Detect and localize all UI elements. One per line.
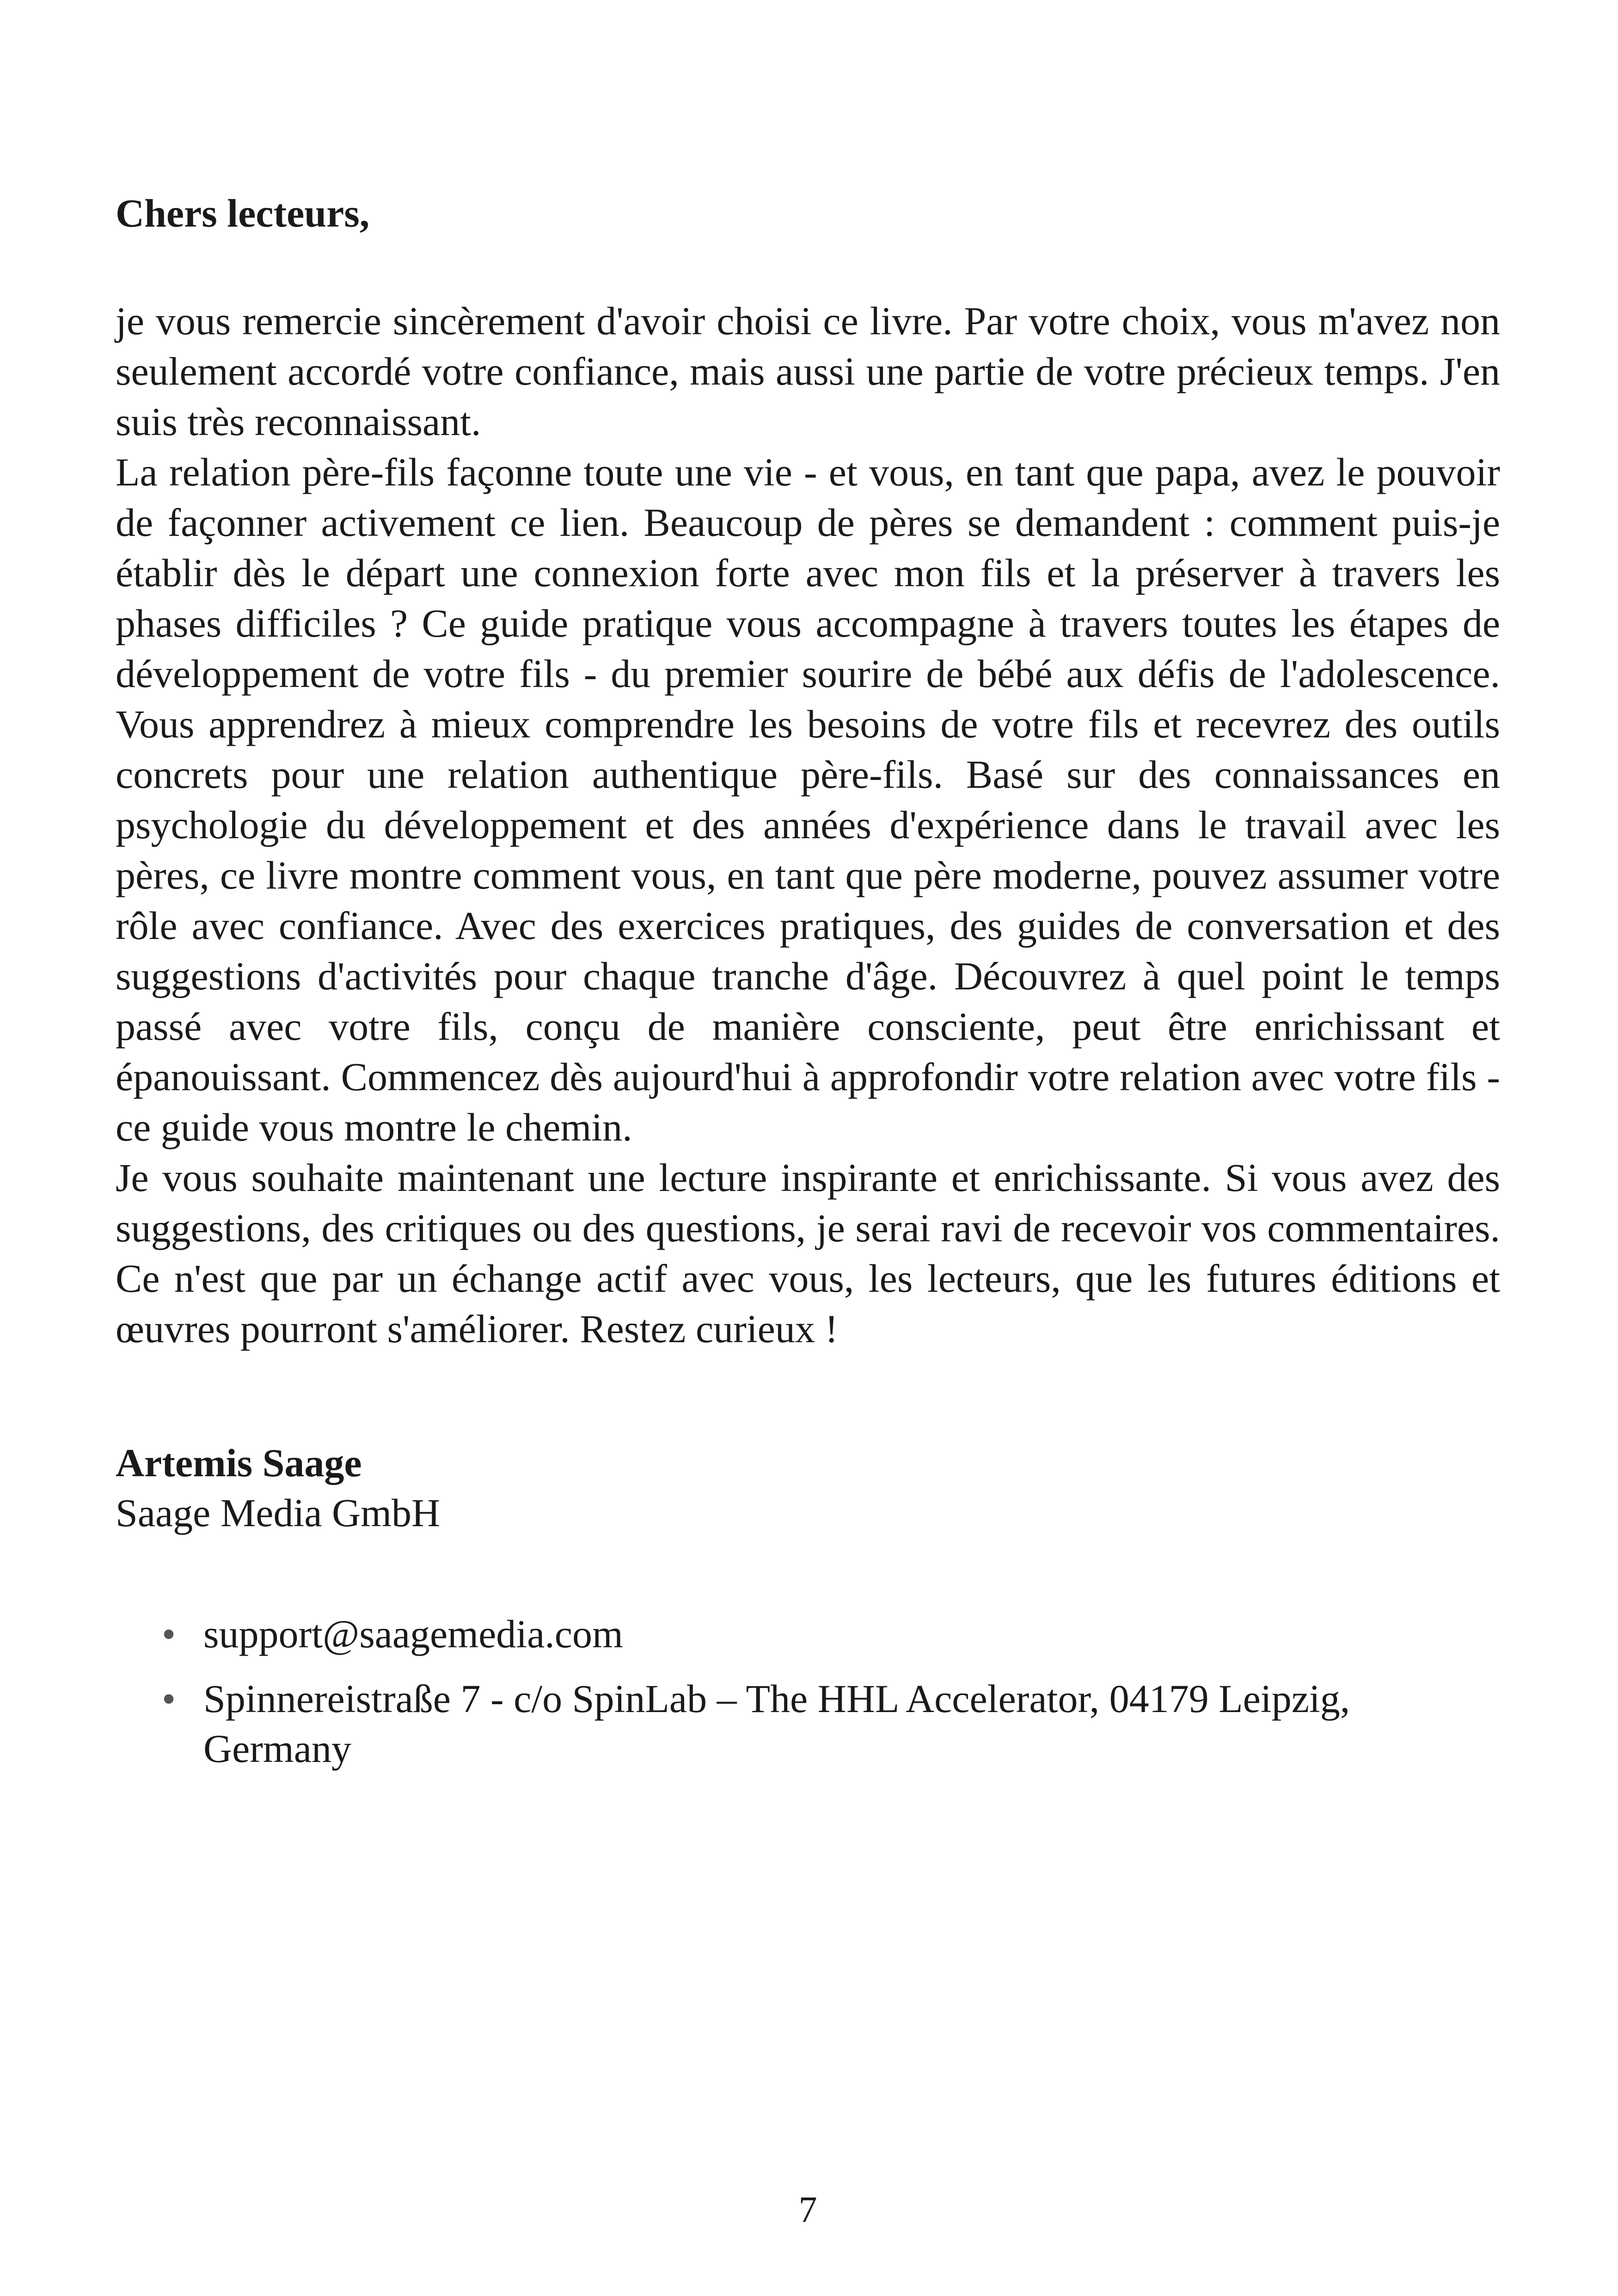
bullet-icon: • xyxy=(162,1676,176,1721)
paragraph-description: La relation père-fils façonne toute une vie - et vous, en tant que papa, avez le pouvoir de façonner activement ce lien. Beaucoup de pères se demandent : comment puis-je établir dès le départ une connexion forte avec mon fils et la préserver à travers les phases difficiles ? Ce guide pratique vous accompagne à travers toutes les étapes de développement de votre fils - du premier sourire de bébé aux défis de l'adolescence. Vous apprendrez à mieux comprendre les besoins de votre fils et recevrez des outils concrets pour une relation authentique père-fils. Basé sur des connaissances en psychologie du développement et des années d'expérience dans le travail avec les pères, ce livre montre comment vous, en tant que père moderne, pouvez assumer votre rôle avec confiance. Avec des exercices pratiques, des guides de conversation et des suggestions d'activités pour chaque tranche d'âge. Découvrez à quel point le temps passé avec votre fils, conçu de manière consciente, peut être enrichissant et épanouissant. Commencez dès aujourd'hui à approfondir votre relation avec votre fils - ce guide vous montre le chemin. xyxy=(116,450,1500,1149)
letter-body xyxy=(116,296,1500,1354)
paragraph-thanks: je vous remercie sincèrement d'avoir choisi ce livre. Par votre choix, vous m'avez non seulement accordé votre confiance, mais aussi une partie de votre précieux temps. J'en suis très reconnaissant. xyxy=(116,299,1500,444)
company-name: Saage Media GmbH xyxy=(116,1491,441,1535)
page-number: 7 xyxy=(798,2190,817,2230)
list-item-address xyxy=(116,1674,1500,1774)
bullet-icon: • xyxy=(162,1612,176,1656)
contact-list xyxy=(116,1609,1500,1788)
author-name: Artemis Saage xyxy=(116,1441,362,1485)
list-item-email xyxy=(116,1609,1500,1659)
signature-block xyxy=(116,1438,440,1538)
paragraph-closing: Je vous souhaite maintenant une lecture inspirante et enrichissante. Si vous avez des suggestions, des critiques ou des questions, je serai ravi de recevoir vos commentaires. Ce n'est que par un échange actif avec vous, les lecteurs, que les futures éditions et œuvres pourront s'améliorer. Restez curieux ! xyxy=(116,1155,1500,1351)
email-link[interactable]: support@saagemedia.com xyxy=(203,1612,623,1656)
document-page xyxy=(116,0,1500,2296)
greeting-heading: Chers lecteurs, xyxy=(116,191,370,235)
address-text: Spinnereistraße 7 - c/o SpinLab – The HHL Accelerator, 04179 Leipzig, Germany xyxy=(203,1676,1350,1771)
